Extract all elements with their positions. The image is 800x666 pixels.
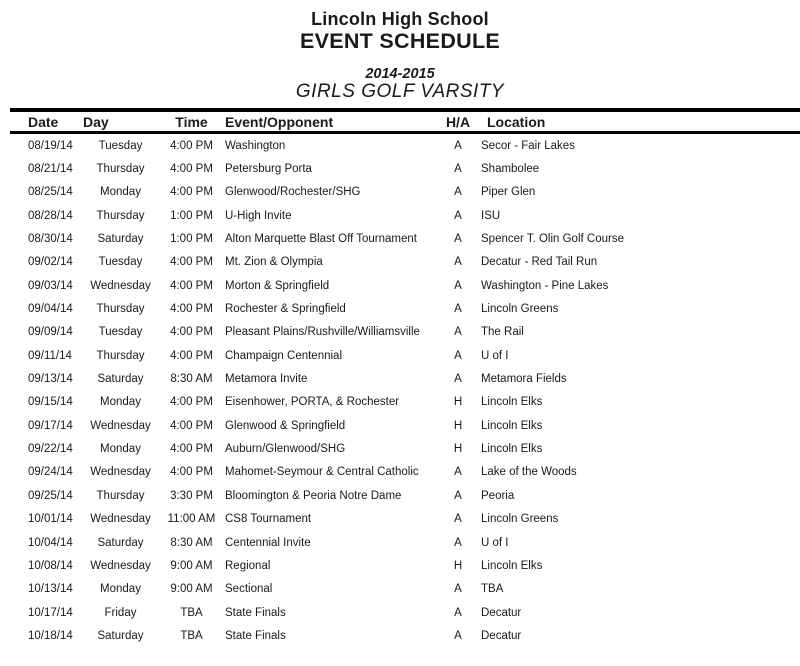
table-row bbox=[28, 508, 796, 531]
cell-time: 8:30 AM bbox=[170, 373, 213, 386]
cell-event: Alton Marquette Blast Off Tournament bbox=[225, 233, 417, 246]
cell-ha: A bbox=[454, 256, 462, 269]
cell-ha: A bbox=[454, 606, 462, 619]
school-name: Lincoln High School bbox=[311, 9, 489, 29]
cell-location: Lincoln Elks bbox=[481, 419, 543, 432]
cell-ha: A bbox=[454, 326, 462, 339]
cell-ha: H bbox=[453, 443, 463, 456]
cell-date: 09/17/14 bbox=[28, 419, 73, 432]
table-row bbox=[28, 227, 796, 250]
table-row bbox=[28, 344, 796, 367]
table-row bbox=[28, 204, 796, 227]
cell-time: 4:00 PM bbox=[170, 466, 213, 479]
table-row bbox=[28, 181, 796, 204]
table-row bbox=[28, 461, 796, 484]
cell-location: Lincoln Elks bbox=[481, 443, 543, 456]
cell-time: TBA bbox=[180, 606, 203, 619]
cell-location: Shambolee bbox=[481, 163, 540, 176]
cell-location: Lincoln Greens bbox=[481, 513, 559, 526]
table-row bbox=[28, 531, 796, 554]
cell-day: Wednesday bbox=[90, 279, 151, 292]
cell-location: TBA bbox=[481, 583, 504, 596]
cell-time: 4:00 PM bbox=[170, 256, 213, 269]
table-row bbox=[28, 437, 796, 460]
cell-date: 09/11/14 bbox=[28, 349, 72, 362]
cell-day: Tuesday bbox=[98, 326, 143, 339]
table-row bbox=[28, 297, 796, 320]
table-row bbox=[28, 554, 796, 577]
cell-ha: A bbox=[454, 303, 462, 316]
cell-date: 09/09/14 bbox=[28, 326, 73, 339]
cell-ha: H bbox=[453, 419, 463, 432]
cell-location: ISU bbox=[481, 209, 501, 222]
cell-date: 10/18/14 bbox=[28, 629, 73, 642]
cell-location: U of I bbox=[481, 349, 509, 362]
cell-time: 4:00 PM bbox=[170, 139, 213, 152]
cell-time: 4:00 PM bbox=[170, 186, 213, 199]
cell-ha: H bbox=[453, 396, 463, 409]
cell-event: Auburn/Glenwood/SHG bbox=[225, 443, 346, 456]
cell-time: 4:00 PM bbox=[170, 303, 213, 316]
cell-time: 4:00 PM bbox=[170, 349, 213, 362]
cell-event: Mt. Zion & Olympia bbox=[225, 256, 323, 269]
cell-ha: A bbox=[454, 513, 462, 526]
cell-day: Saturday bbox=[97, 233, 144, 246]
cell-event: Petersburg Porta bbox=[225, 163, 312, 176]
cell-day: Friday bbox=[104, 606, 137, 619]
cell-date: 08/21/14 bbox=[28, 163, 73, 176]
cell-event: Mahomet-Seymour & Central Catholic bbox=[225, 466, 419, 479]
cell-day: Thursday bbox=[96, 489, 145, 502]
cell-location: Washington - Pine Lakes bbox=[481, 279, 609, 292]
table-row bbox=[28, 367, 796, 390]
cell-event: Rochester & Springfield bbox=[225, 303, 346, 316]
cell-ha: A bbox=[454, 466, 462, 479]
cell-date: 09/03/14 bbox=[28, 279, 73, 292]
cell-day: Tuesday bbox=[98, 139, 143, 152]
cell-date: 10/04/14 bbox=[28, 536, 73, 549]
cell-ha: A bbox=[454, 583, 462, 596]
cell-ha: A bbox=[454, 279, 462, 292]
cell-day: Wednesday bbox=[90, 559, 151, 572]
document-title: EVENT SCHEDULE bbox=[299, 29, 501, 53]
cell-ha: A bbox=[454, 489, 462, 502]
cell-event: Champaign Centennial bbox=[225, 349, 342, 362]
cell-day: Monday bbox=[100, 583, 141, 596]
cell-day: Tuesday bbox=[98, 256, 143, 269]
cell-day: Wednesday bbox=[90, 419, 151, 432]
column-header-event: Event/Opponent bbox=[225, 113, 334, 130]
cell-time: 4:00 PM bbox=[170, 419, 213, 432]
table-row bbox=[28, 321, 796, 344]
cell-date: 09/04/14 bbox=[28, 303, 73, 316]
cell-event: Bloomington & Peoria Notre Dame bbox=[225, 489, 402, 502]
cell-event: Glenwood/Rochester/SHG bbox=[225, 186, 361, 199]
cell-date: 08/19/14 bbox=[28, 139, 73, 152]
document-header bbox=[0, 0, 800, 102]
cell-time: 11:00 AM bbox=[167, 513, 216, 526]
cell-location: Lincoln Greens bbox=[481, 303, 559, 316]
cell-event: Washington bbox=[225, 139, 286, 152]
schedule-table-body bbox=[28, 134, 796, 648]
cell-day: Wednesday bbox=[90, 466, 151, 479]
cell-time: 4:00 PM bbox=[170, 326, 213, 339]
cell-event: State Finals bbox=[225, 629, 286, 642]
cell-ha: H bbox=[453, 559, 463, 572]
cell-location: Lake of the Woods bbox=[481, 466, 577, 479]
cell-event: U-High Invite bbox=[225, 209, 292, 222]
cell-date: 10/13/14 bbox=[28, 583, 73, 596]
cell-location: Decatur bbox=[481, 629, 522, 642]
table-row bbox=[28, 274, 796, 297]
cell-event: Centennial Invite bbox=[225, 536, 311, 549]
cell-event: Pleasant Plains/Rushville/Williamsville bbox=[225, 326, 420, 339]
cell-day: Monday bbox=[100, 186, 141, 199]
column-header-location: Location bbox=[487, 113, 546, 130]
cell-time: 4:00 PM bbox=[170, 279, 213, 292]
cell-time: 9:00 AM bbox=[170, 583, 213, 596]
season-label: 2014-2015 bbox=[365, 66, 435, 82]
cell-day: Saturday bbox=[97, 373, 144, 386]
cell-location: Decatur - Red Tail Run bbox=[481, 256, 598, 269]
cell-event: Regional bbox=[225, 559, 271, 572]
cell-date: 10/08/14 bbox=[28, 559, 73, 572]
cell-location: U of I bbox=[481, 536, 509, 549]
table-row bbox=[28, 484, 796, 507]
cell-date: 09/13/14 bbox=[28, 373, 73, 386]
cell-ha: A bbox=[454, 536, 462, 549]
cell-day: Monday bbox=[100, 396, 141, 409]
cell-event: Eisenhower, PORTA, & Rochester bbox=[225, 396, 400, 409]
cell-date: 10/17/14 bbox=[28, 606, 73, 619]
cell-event: Metamora Invite bbox=[225, 373, 308, 386]
cell-date: 09/24/14 bbox=[28, 466, 73, 479]
cell-date: 10/01/14 bbox=[28, 513, 73, 526]
cell-location: The Rail bbox=[481, 326, 524, 339]
cell-day: Thursday bbox=[96, 349, 145, 362]
cell-day: Saturday bbox=[97, 629, 144, 642]
table-row bbox=[28, 414, 796, 437]
cell-event: Glenwood & Springfield bbox=[225, 419, 346, 432]
cell-ha: A bbox=[454, 233, 462, 246]
cell-ha: A bbox=[454, 139, 462, 152]
cell-ha: A bbox=[454, 349, 462, 362]
cell-location: Metamora Fields bbox=[481, 373, 567, 386]
cell-time: 4:00 PM bbox=[170, 396, 213, 409]
cell-location: Lincoln Elks bbox=[481, 396, 543, 409]
cell-event: Sectional bbox=[225, 583, 273, 596]
cell-time: 4:00 PM bbox=[170, 443, 213, 456]
table-row bbox=[28, 134, 796, 157]
cell-time: 8:30 AM bbox=[170, 536, 213, 549]
table-row bbox=[28, 601, 796, 624]
cell-ha: A bbox=[454, 186, 462, 199]
cell-day: Monday bbox=[100, 443, 141, 456]
cell-date: 09/25/14 bbox=[28, 489, 73, 502]
cell-location: Decatur bbox=[481, 606, 522, 619]
cell-event: CS8 Tournament bbox=[225, 513, 312, 526]
cell-time: 9:00 AM bbox=[170, 559, 213, 572]
cell-day: Thursday bbox=[96, 209, 145, 222]
cell-day: Wednesday bbox=[90, 513, 151, 526]
cell-time: 4:00 PM bbox=[170, 163, 213, 176]
cell-date: 09/22/14 bbox=[28, 443, 73, 456]
cell-day: Thursday bbox=[96, 303, 145, 316]
cell-event: Morton & Springfield bbox=[225, 279, 330, 292]
cell-ha: A bbox=[454, 629, 462, 642]
cell-date: 09/15/14 bbox=[28, 396, 73, 409]
table-row bbox=[28, 624, 796, 647]
column-header-ha: H/A bbox=[445, 113, 471, 130]
cell-date: 08/28/14 bbox=[28, 209, 73, 222]
table-row bbox=[28, 251, 796, 274]
cell-location: Secor - Fair Lakes bbox=[481, 139, 575, 152]
cell-day: Thursday bbox=[96, 163, 145, 176]
cell-time: TBA bbox=[180, 629, 203, 642]
column-header-day: Day bbox=[83, 113, 109, 130]
cell-location: Spencer T. Olin Golf Course bbox=[481, 233, 624, 246]
cell-location: Piper Glen bbox=[481, 186, 536, 199]
cell-ha: A bbox=[454, 163, 462, 176]
team-label: GIRLS GOLF VARSITY bbox=[295, 81, 505, 102]
cell-date: 08/30/14 bbox=[28, 233, 73, 246]
cell-day: Saturday bbox=[97, 536, 144, 549]
cell-location: Peoria bbox=[481, 489, 515, 502]
table-row bbox=[28, 578, 796, 601]
column-header-time: Time bbox=[175, 113, 208, 130]
cell-ha: A bbox=[454, 373, 462, 386]
schedule-table-header bbox=[28, 112, 796, 131]
cell-event: State Finals bbox=[225, 606, 286, 619]
cell-location: Lincoln Elks bbox=[481, 559, 543, 572]
cell-time: 1:00 PM bbox=[170, 209, 213, 222]
column-header-date: Date bbox=[28, 113, 59, 130]
cell-ha: A bbox=[454, 209, 462, 222]
table-row bbox=[28, 391, 796, 414]
cell-time: 1:00 PM bbox=[170, 233, 213, 246]
table-row bbox=[28, 157, 796, 180]
cell-date: 08/25/14 bbox=[28, 186, 73, 199]
cell-date: 09/02/14 bbox=[28, 256, 73, 269]
cell-time: 3:30 PM bbox=[170, 489, 213, 502]
